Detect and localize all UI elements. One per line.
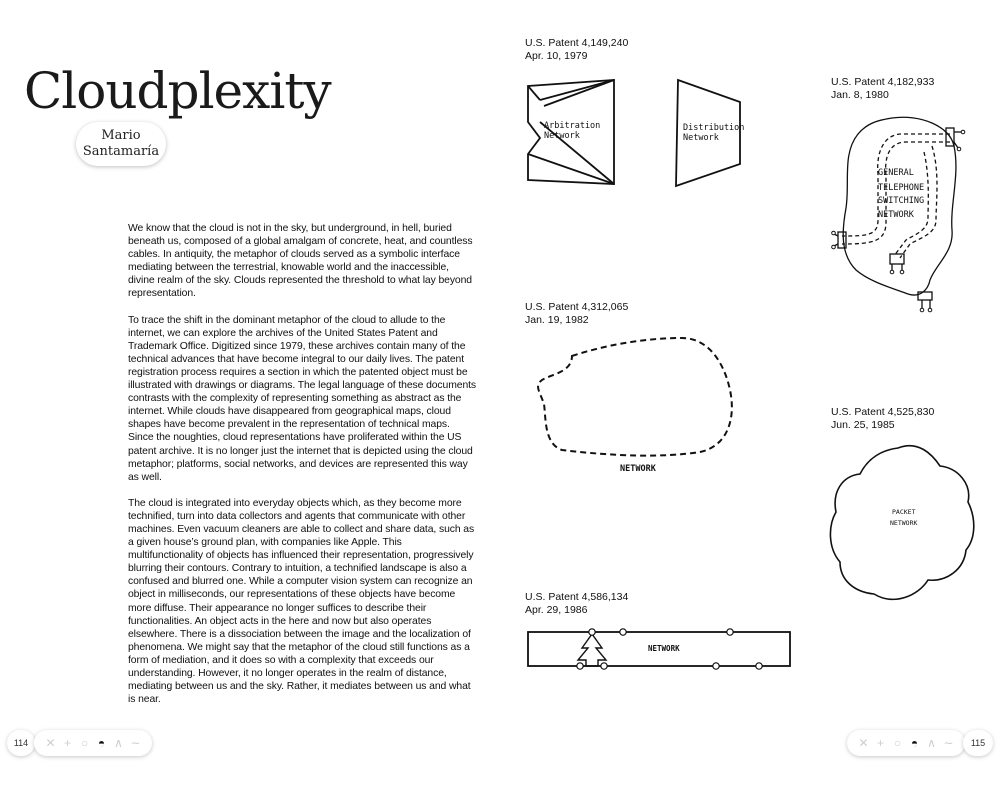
- terminal-dot: [928, 308, 932, 312]
- sparkle-icon: ✕: [858, 736, 869, 750]
- figure-label: NETWORK: [620, 464, 656, 474]
- body-paragraph: The cloud is integrated into everyday objects which, as they become more technified, turn into data collectors and agents that communicate with other machines. Even vacuum cleaners are able to collect and share data, such as a given house’s ground plan, with companies like Apple. This multifunctionality of objects has influenced their representation, progressively blurring their contours. Contrary to intuition, a technified landscape is also a confused and blurred one. While a computer vision system can recognize an object in milliseconds, our representations of these objects have become more diffuse. Their appearance no longer suffices to describe their functionalities. An object acts in the here and now but also operates elsewhere. There is a dissociation between the image and the localization of phenomena. We might say that the metaphor of the cloud still functions as a form of mediation, and it does so with a complexity that exceeds our understanding. However, it no longer operates in the realm of distance, mediating between us and the sky. Rather, it mediates between us and what is near.: [128, 497, 475, 706]
- patent-number: U.S. Patent 4,312,065: [525, 301, 629, 313]
- sparkle-icon: ✕: [45, 736, 56, 750]
- figure-label: Distribution: [683, 123, 745, 133]
- plus-icon: +: [876, 736, 884, 750]
- cloud-outline: [843, 117, 956, 295]
- terminal-dot: [920, 308, 924, 312]
- patent-figure-arbitration-distribution: [526, 76, 776, 190]
- tilde-icon: ∼: [130, 736, 141, 750]
- node-dot: [601, 663, 607, 669]
- patent-date: Jan. 19, 1982: [525, 314, 589, 326]
- patent-number: U.S. Patent 4,149,240: [525, 37, 629, 49]
- patent-number: U.S. Patent 4,525,830: [831, 406, 935, 418]
- patent-date: Apr. 29, 1986: [525, 604, 588, 616]
- article-body: [128, 222, 478, 719]
- node-dot: [620, 629, 626, 635]
- half-moon-icon: ◓: [910, 736, 919, 750]
- node-dot: [756, 663, 762, 669]
- terminal-dot: [900, 270, 904, 274]
- footer-decoration-right: [847, 730, 965, 756]
- figure-label: TELEPHONE: [878, 183, 925, 193]
- figure-label: PACKET: [892, 508, 916, 516]
- caret-icon: ∧: [927, 736, 936, 750]
- author-badge: [76, 122, 166, 166]
- footer-decoration-left: [34, 730, 152, 756]
- switch-line-dashed: [842, 142, 950, 244]
- patent-caption-4525830: [831, 406, 934, 432]
- terminal-dot: [832, 231, 836, 235]
- patent-figure-network-bus: [526, 624, 796, 674]
- half-moon-icon: ◓: [97, 736, 106, 750]
- patent-figure-telephone-switching: [832, 112, 967, 317]
- arb-line: [528, 86, 540, 100]
- node-dot: [589, 629, 595, 635]
- patent-caption-4586134: [525, 591, 628, 617]
- tilde-icon: ∼: [943, 736, 954, 750]
- patent-drawing: [532, 334, 742, 476]
- author-last-name: Santamaría: [82, 144, 160, 159]
- figure-label: NETWORK: [890, 519, 918, 527]
- terminal-dot: [957, 147, 961, 151]
- node-dot: [727, 629, 733, 635]
- patent-caption-4182933: [831, 76, 934, 102]
- patent-date: Apr. 10, 1979: [525, 50, 588, 62]
- patent-figure-network-cloud: [532, 334, 742, 476]
- terminal-dot: [832, 245, 836, 249]
- patent-caption-4312065: [525, 301, 628, 327]
- patent-date: Jun. 25, 1985: [831, 419, 895, 431]
- figure-label: SWITCHING: [878, 196, 925, 206]
- figure-label: Network: [683, 133, 719, 143]
- figure-label: GENERAL: [878, 168, 914, 178]
- patent-drawing: [526, 76, 776, 190]
- page-number-right: 115: [963, 730, 993, 756]
- body-paragraph: We know that the cloud is not in the sky, but underground, in hell, buried beneath us, composed of a global amalgam of concrete, heat, and countless cables. In antiquity, the metaphor of clouds served as a symbolic interface mediating between the terrestrial, knowable world and the inaccessible, divine realm of the sky. Clouds represented the threshold to what lay beyond representation.: [128, 223, 473, 300]
- patent-date: Jan. 8, 1980: [831, 89, 889, 101]
- article-title: Cloudplexity: [24, 62, 331, 120]
- figure-label: NETWORK: [648, 644, 680, 653]
- tree-shape: [578, 634, 606, 666]
- node-dot: [577, 663, 583, 669]
- terminal-dot: [890, 270, 894, 274]
- connector-box: [838, 232, 846, 248]
- author-first-name: Mario: [101, 128, 141, 143]
- circle-icon: ○: [80, 736, 89, 750]
- caret-icon: ∧: [114, 736, 123, 750]
- node-dot: [713, 663, 719, 669]
- patent-figure-packet-network: [828, 440, 978, 608]
- patent-caption-4149240: [525, 37, 628, 63]
- patent-number: U.S. Patent 4,182,933: [831, 76, 935, 88]
- terminal-dot: [961, 130, 965, 134]
- arb-line: [528, 154, 614, 184]
- body-paragraph: To trace the shift in the dominant metaphor of the cloud to allude to the internet, we can explore the archives of the United States Patent and Trademark Office. Digitized since 1979, these archives contain many of the technical advances that have become integral to our daily lives. The patent registration process requires a section in which the patented object must be illustrated with drawings or diagrams. The legal language of these documents contrasts with the complexity of representing something as abstract as the internet. While clouds have disappeared from geographical maps, cloud shapes have become prevalent in the representation of technical maps. Since the noughties, cloud representations have proliferated within the US patent archive. It is no longer just the internet that is depicted using the cloud metaphor; platforms, social networks, and devices are represented this way as well.: [128, 314, 477, 483]
- figure-label: NETWORK: [878, 210, 914, 220]
- patent-number: U.S. Patent 4,586,134: [525, 591, 629, 603]
- patent-drawing: [828, 440, 978, 608]
- page-number-left: 114: [7, 730, 35, 756]
- plus-icon: +: [63, 736, 71, 750]
- patent-drawing: [526, 624, 796, 674]
- figure-label: Arbitration: [544, 121, 601, 131]
- figure-label: Network: [544, 131, 580, 141]
- circle-icon: ○: [893, 736, 902, 750]
- connector-box: [890, 254, 904, 264]
- patent-drawing: [832, 112, 967, 317]
- cloud-outline-dashed: [538, 338, 732, 456]
